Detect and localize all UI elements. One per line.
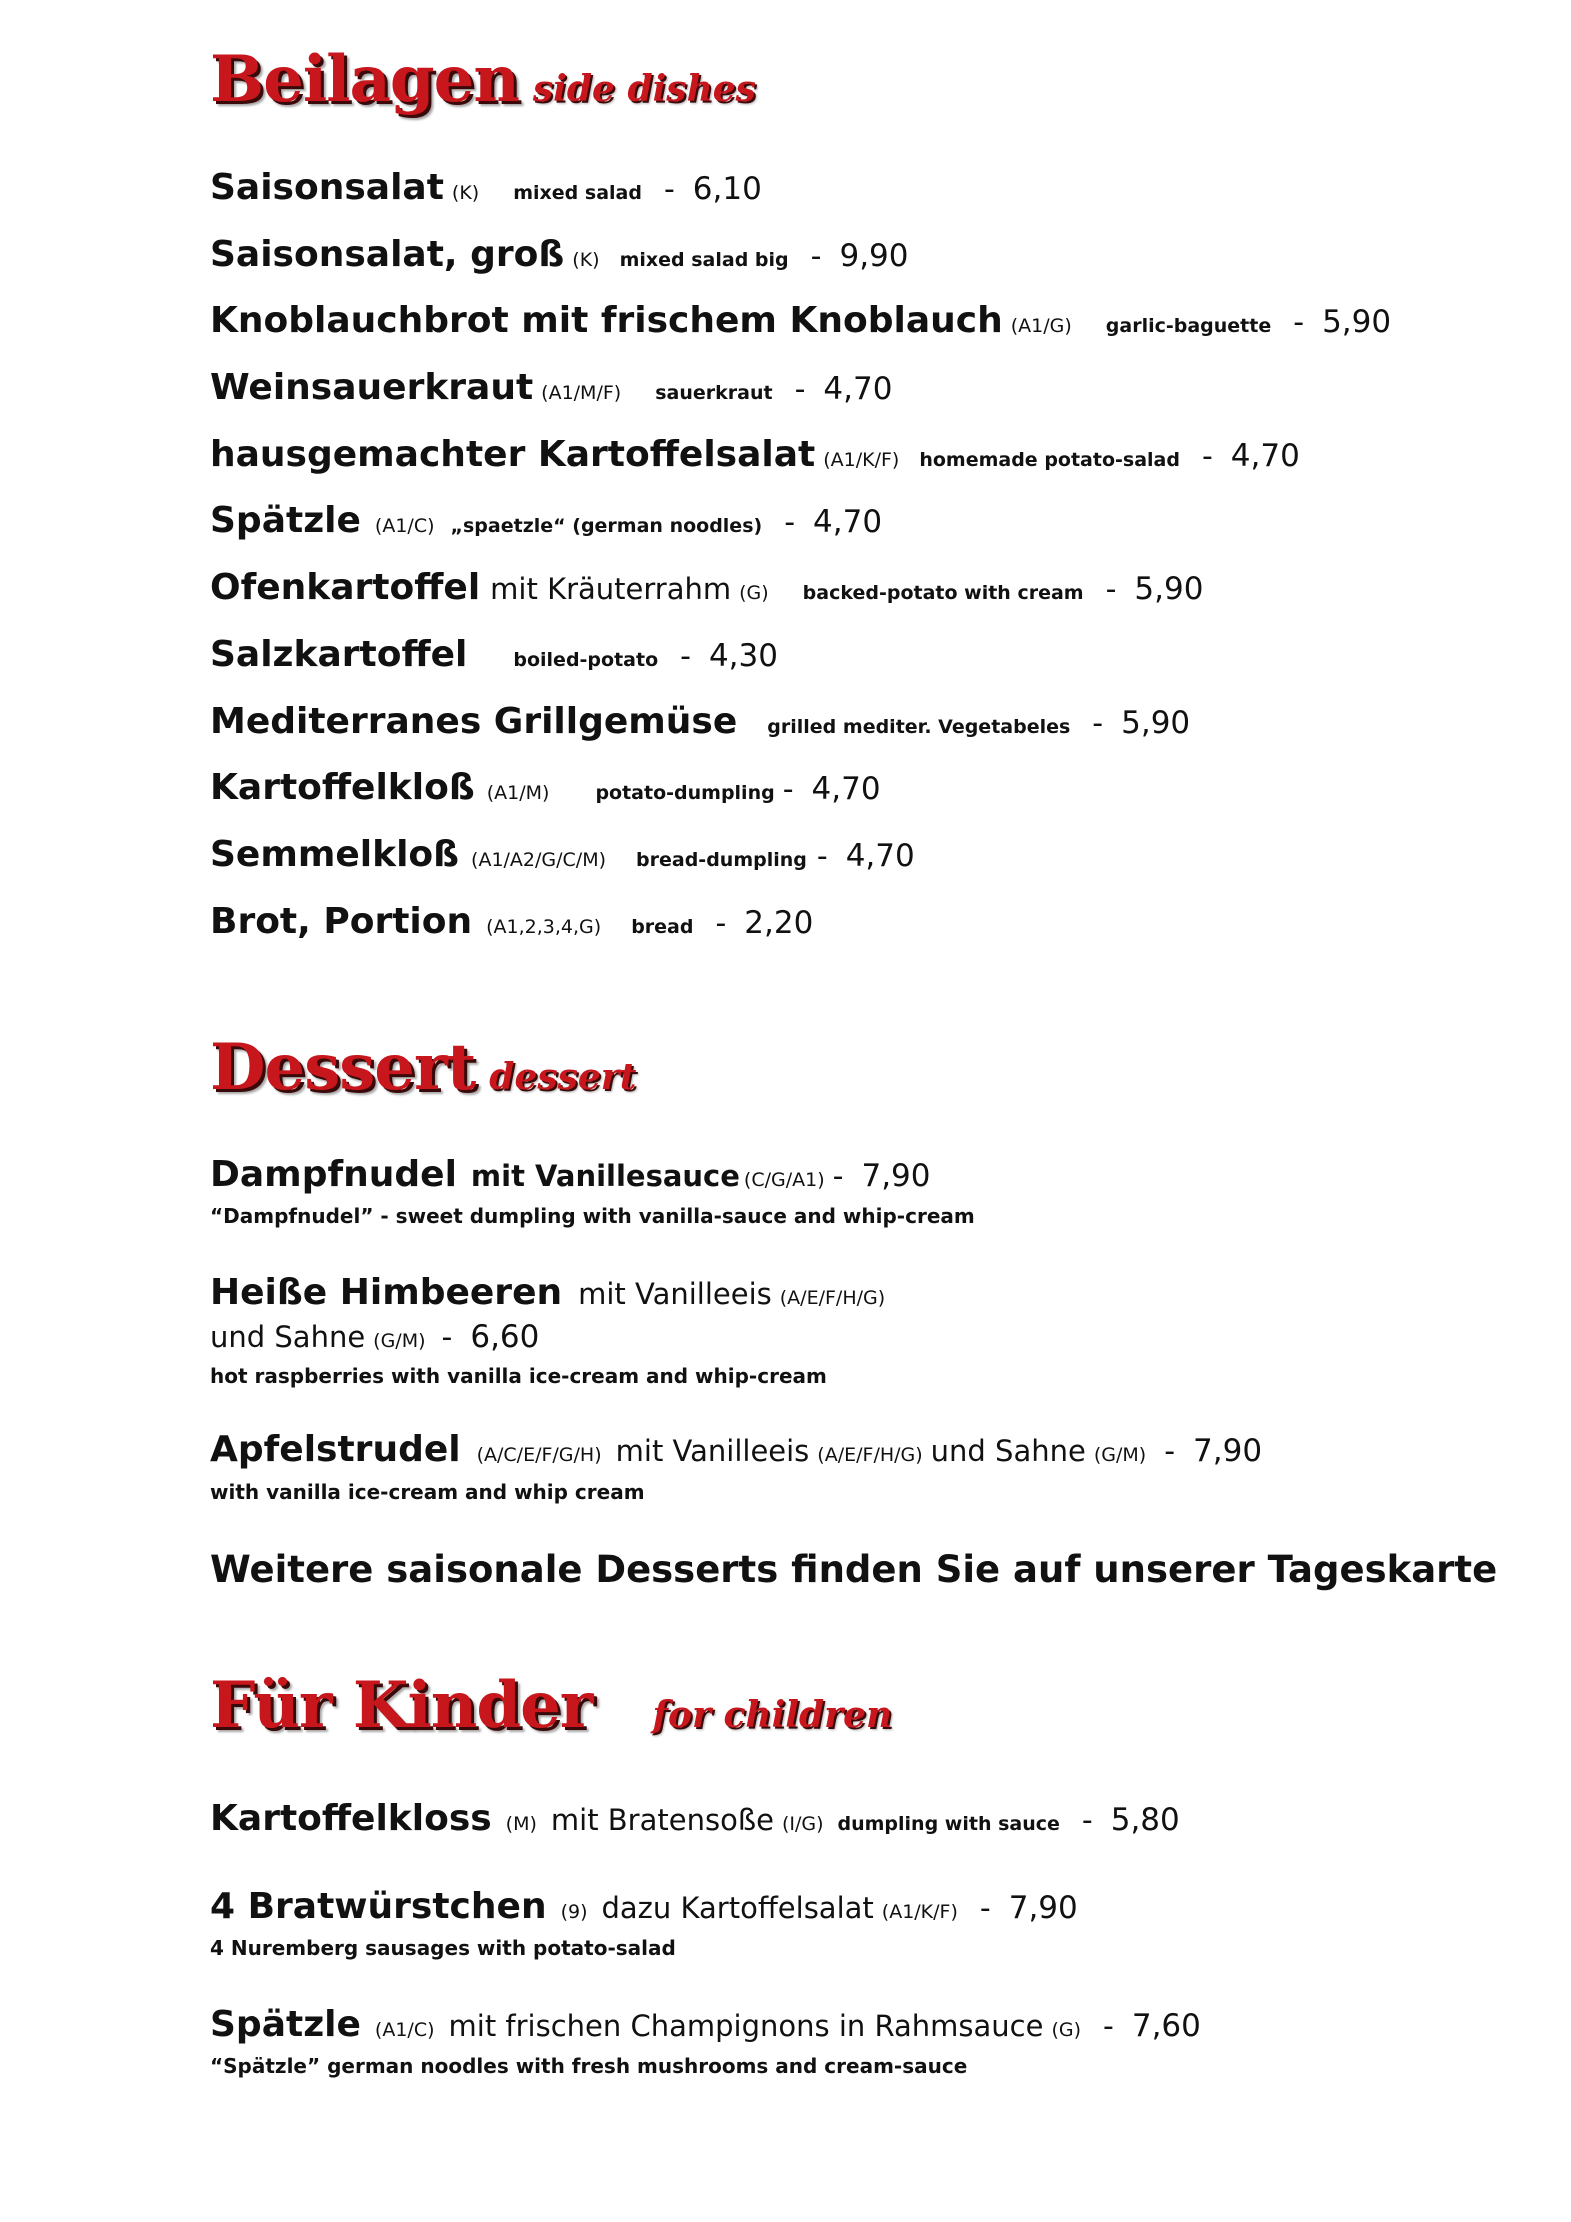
item-allergen-code: (A1/K/F) xyxy=(881,1901,958,1923)
item-dash: - xyxy=(663,172,675,207)
item-dash: - xyxy=(1201,439,1213,474)
item-dash: - xyxy=(810,239,822,274)
item-allergen-code: (A1/K/F) xyxy=(823,449,900,471)
item-allergen-code: (A1/M) xyxy=(486,782,550,804)
item-name: Kartoffelkloß xyxy=(210,767,475,808)
menu-item xyxy=(210,167,762,208)
item-english-description: 4 Nuremberg sausages with potato-salad xyxy=(210,1936,676,1960)
item-english: sauerkraut xyxy=(655,382,773,404)
item-allergen-code: (9) xyxy=(560,1901,588,1923)
menu-item xyxy=(210,767,881,808)
item-name: Dampfnudel xyxy=(210,1154,457,1195)
item-description-de: mit Vanillesauce xyxy=(470,1159,740,1193)
item-name: Saisonsalat, groß xyxy=(210,234,565,275)
item-dash: - xyxy=(784,505,796,540)
item-name: Weinsauerkraut xyxy=(210,367,534,408)
item-allergen-code: (A1,2,3,4,G) xyxy=(486,916,602,938)
heading-title-en: side dishes xyxy=(532,68,756,110)
item-english: „spaetzle“ (german noodles) xyxy=(450,515,763,537)
dessert-note: Weitere saisonale Desserts finden Sie auf unserer Tageskarte xyxy=(210,1548,1498,1591)
item-dash: - xyxy=(1092,706,1104,741)
item-dash: - xyxy=(715,906,727,941)
item-dash: - xyxy=(1105,572,1117,607)
menu-item xyxy=(210,567,1204,608)
item-allergen-code: (I/G) xyxy=(781,1813,824,1835)
item-english: garlic-baguette xyxy=(1105,315,1272,337)
item-english: mixed salad big xyxy=(619,249,789,271)
item-price: 5,90 xyxy=(1322,304,1392,340)
heading-title-en: dessert xyxy=(489,1056,637,1098)
item-name: hausgemachter Kartoffelsalat xyxy=(210,434,816,475)
item-dash: - xyxy=(1293,305,1305,340)
item-price: 5,80 xyxy=(1110,1802,1180,1838)
item-price: 6,60 xyxy=(470,1319,540,1355)
menu-item xyxy=(210,834,915,875)
heading-title-de: Beilagen xyxy=(210,42,519,117)
item-description-de: mit Bratensoße xyxy=(550,1803,774,1837)
item-english: mixed salad xyxy=(513,182,642,204)
item-price: 2,20 xyxy=(744,905,814,941)
item-english: grilled mediter. Vegetabeles xyxy=(767,716,1071,738)
item-name: Semmelkloß xyxy=(210,834,460,875)
item-english: bread-dumpling xyxy=(636,849,807,871)
menu-item xyxy=(210,901,814,942)
menu-item xyxy=(210,300,1392,341)
item-dash: - xyxy=(441,1320,453,1355)
item-price: 4,70 xyxy=(1230,438,1300,474)
item-name: Saisonsalat xyxy=(210,167,444,208)
menu-item xyxy=(210,701,1191,742)
item-dash: - xyxy=(782,772,794,807)
item-allergen-code: (G) xyxy=(739,582,769,604)
item-description-de: dazu Kartoffelsalat xyxy=(601,1891,874,1925)
item-description-de: mit Vanilleeis xyxy=(615,1434,810,1468)
item-allergen-code: (A1/M/F) xyxy=(541,382,622,404)
item-english: dumpling with sauce xyxy=(837,1813,1060,1835)
item-name: Knoblauchbrot mit frischem Knoblauch xyxy=(210,300,1003,341)
item-allergen-code: (M) xyxy=(505,1813,537,1835)
heading-title-en: for children xyxy=(652,1694,893,1736)
item-english: bread xyxy=(631,916,694,938)
item-price: 5,90 xyxy=(1121,705,1191,741)
menu-item xyxy=(210,234,909,275)
item-description-de: und Sahne xyxy=(210,1320,366,1354)
item-name: Heiße Himbeeren xyxy=(210,1272,563,1313)
section-heading-beilagen xyxy=(210,42,756,117)
item-price: 5,90 xyxy=(1134,571,1204,607)
item-allergen-code: (A1/C) xyxy=(374,2019,435,2041)
heading-title-de: Für Kinder xyxy=(210,1668,593,1743)
item-allergen-code: (A1/A2/G/C/M) xyxy=(471,849,607,871)
item-price: 7,90 xyxy=(1193,1433,1263,1469)
item-price: 6,10 xyxy=(692,171,762,207)
item-price: 9,90 xyxy=(839,238,909,274)
item-name: Brot, Portion xyxy=(210,901,473,942)
item-allergen-code: (G/M) xyxy=(373,1330,426,1352)
item-name: Salzkartoffel xyxy=(210,634,468,675)
menu-item xyxy=(210,1154,931,1195)
menu-item xyxy=(210,500,883,541)
section-heading-kinder xyxy=(210,1668,892,1743)
item-english: potato-dumpling xyxy=(595,782,775,804)
menu-item xyxy=(210,367,893,408)
item-english-description: with vanilla ice-cream and whip cream xyxy=(210,1480,645,1504)
item-price: 4,70 xyxy=(813,504,883,540)
item-name: 4 Bratwürstchen xyxy=(210,1886,547,1927)
section-heading-dessert xyxy=(210,1030,636,1105)
item-allergen-code: (C/G/A1) xyxy=(743,1169,825,1191)
item-price: 7,90 xyxy=(861,1158,931,1194)
item-name: Spätzle xyxy=(210,500,361,541)
item-name: Apfelstrudel xyxy=(210,1429,461,1470)
item-price: 4,30 xyxy=(708,638,778,674)
item-english-description: “Dampfnudel” - sweet dumpling with vanilla-sauce and whip-cream xyxy=(210,1204,975,1228)
menu-item xyxy=(210,1429,1263,1470)
item-dash: - xyxy=(832,1159,844,1194)
item-price: 4,70 xyxy=(823,371,893,407)
item-allergen-code: (G/M) xyxy=(1093,1444,1147,1466)
item-dash: - xyxy=(816,839,828,874)
menu-item-continuation xyxy=(210,1319,540,1355)
item-description-de: mit Vanilleeis xyxy=(578,1277,772,1311)
item-description-de: und Sahne xyxy=(930,1434,1086,1468)
item-price: 4,70 xyxy=(811,771,881,807)
menu-item xyxy=(210,1798,1180,1839)
item-allergen-code: (K) xyxy=(572,249,600,271)
item-english: homemade potato-salad xyxy=(919,449,1180,471)
item-dash: - xyxy=(1081,1803,1093,1838)
item-price: 4,70 xyxy=(845,838,915,874)
item-dash: - xyxy=(1103,2009,1114,2044)
item-allergen-code: (A1/G) xyxy=(1010,315,1072,337)
item-english: backed-potato with cream xyxy=(802,582,1084,604)
item-description-de: mit Kräuterrahm xyxy=(490,572,732,606)
item-allergen-code: (A/E/F/H/G) xyxy=(817,1444,923,1466)
item-name: Ofenkartoffel xyxy=(210,567,481,608)
item-allergen-code: (A/C/E/F/G/H) xyxy=(476,1444,602,1466)
item-english: boiled-potato xyxy=(513,649,659,671)
item-allergen-code: (G) xyxy=(1051,2019,1082,2041)
item-price: 7,60 xyxy=(1131,2008,1201,2044)
menu-item xyxy=(210,1886,1078,1927)
item-english-description: “Spätzle” german noodles with fresh mushrooms and cream-sauce xyxy=(210,2054,968,2078)
item-dash: - xyxy=(794,372,806,407)
heading-title-de: Dessert xyxy=(210,1030,476,1105)
item-description-de: mit frischen Champignons in Rahmsauce xyxy=(448,2009,1044,2043)
item-dash: - xyxy=(680,639,691,674)
item-allergen-code: (K) xyxy=(451,182,480,204)
menu-item xyxy=(210,434,1300,475)
menu-item xyxy=(210,634,778,675)
menu-item xyxy=(210,1272,886,1313)
item-name: Mediterranes Grillgemüse xyxy=(210,701,738,742)
item-price: 7,90 xyxy=(1008,1890,1078,1926)
item-allergen-code: (A1/C) xyxy=(374,515,435,537)
item-dash: - xyxy=(979,1891,991,1926)
item-name: Spätzle xyxy=(210,2004,361,2045)
item-allergen-code: (A/E/F/H/G) xyxy=(779,1287,886,1309)
item-dash: - xyxy=(1164,1434,1176,1469)
item-name: Kartoffelkloss xyxy=(210,1798,492,1839)
item-english-description: hot raspberries with vanilla ice-cream and whip-cream xyxy=(210,1364,827,1388)
menu-item xyxy=(210,2004,1201,2045)
